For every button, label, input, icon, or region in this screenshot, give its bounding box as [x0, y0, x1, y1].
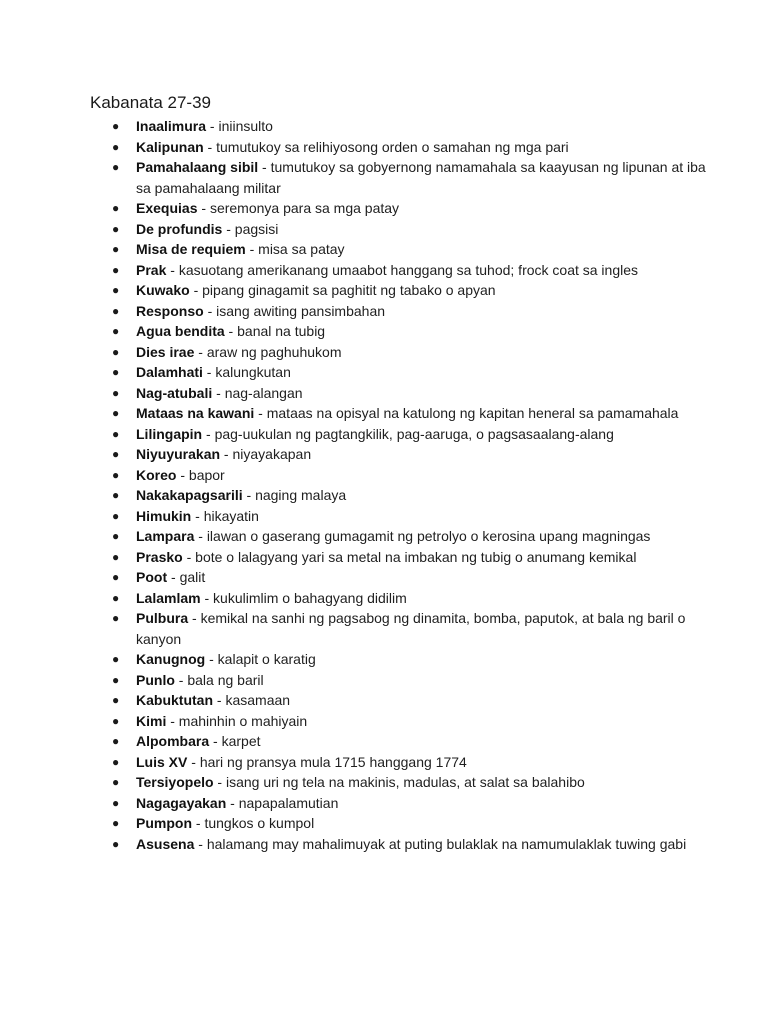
- list-item: [0, 444, 768, 465]
- list-item: [0, 465, 768, 486]
- term-separator: -: [194, 528, 207, 544]
- bullet-icon: ●: [112, 221, 120, 236]
- glossary-term: Dalamhati: [136, 364, 203, 380]
- term-separator: -: [176, 466, 189, 483]
- glossary-definition: kasuotang amerikanang umaabot hanggang sa tuhod; frock coat sa ingles: [178, 261, 639, 278]
- glossary-definition: kemikal na sanhi ng pagsabog ng dinamita, bomba, paputok, at bala ng baril o kanyon: [136, 610, 686, 647]
- term-separator: -: [222, 220, 235, 237]
- bullet-icon: ●: [112, 713, 120, 728]
- term-separator: -: [174, 671, 188, 688]
- glossary-term: Kimi: [136, 712, 167, 729]
- term-separator: -: [191, 507, 204, 524]
- glossary-definition: tumutukoy sa gobyernong namamahala sa kaayusan ng lipunan at iba sa pamahalaang militar: [136, 159, 706, 196]
- term-separator: -: [203, 138, 217, 155]
- term-separator: -: [224, 323, 238, 339]
- term-separator: -: [212, 384, 225, 401]
- glossary-definition: niyayakapan: [232, 446, 312, 462]
- bullet-icon: ●: [112, 119, 120, 133]
- glossary-term: Nakakapagsarili: [136, 487, 243, 503]
- list-item: [0, 485, 768, 506]
- glossary-term: Pumpon: [136, 815, 192, 831]
- list-item: [0, 731, 768, 752]
- bullet-icon: ●: [112, 344, 120, 359]
- glossary-definition: naging malaya: [255, 487, 347, 503]
- list-item: [0, 321, 768, 342]
- glossary-term: Nagagayakan: [136, 794, 227, 811]
- list-item: [0, 342, 768, 363]
- term-separator: -: [188, 610, 201, 626]
- term-separator: -: [209, 733, 222, 749]
- list-item: [0, 813, 768, 834]
- page-title: Kabanata 27-39: [90, 93, 211, 112]
- bullet-icon: ●: [112, 549, 120, 564]
- glossary-term: Koreo: [136, 466, 177, 483]
- glossary-definition: isang uri ng tela na makinis, madulas, at salat sa balahibo: [226, 774, 585, 790]
- glossary-definition: karpet: [221, 733, 261, 749]
- glossary-definition: bala ng baril: [187, 671, 264, 688]
- glossary-definition: kukulimlim o bahagyang didilim: [213, 589, 407, 606]
- glossary-term: Asusena: [136, 835, 195, 852]
- glossary-definition: pagsisi: [234, 220, 279, 237]
- bullet-icon: ●: [112, 262, 120, 277]
- glossary-definition: hari ng pransya mula 1715 hanggang 1774: [199, 753, 467, 770]
- list-item: [0, 711, 768, 732]
- list-item: [0, 362, 768, 383]
- bullet-icon: ●: [112, 139, 120, 154]
- term-separator: -: [194, 343, 207, 360]
- list-item: [0, 547, 768, 568]
- list-item: [0, 526, 768, 547]
- list-item: [0, 588, 768, 609]
- bullet-icon: ●: [112, 201, 120, 215]
- glossary-definition: mataas na opisyal na katulong ng kapitan heneral sa pamamahala: [266, 405, 679, 421]
- term-separator: -: [200, 589, 214, 606]
- glossary-definition: napapalamutian: [238, 794, 339, 811]
- bullet-icon: ●: [112, 836, 120, 851]
- glossary-definition: tungkos o kumpol: [204, 815, 315, 831]
- list-item: [0, 403, 768, 424]
- glossary-term: Mataas na kawani: [136, 405, 255, 421]
- term-separator: -: [202, 425, 215, 442]
- term-separator: -: [202, 364, 216, 380]
- glossary-definition: banal na tubig: [237, 323, 326, 339]
- bullet-icon: ●: [112, 385, 120, 400]
- glossary-term: Agua bendita: [136, 323, 225, 339]
- glossary-definition: seremonya para sa mga patay: [209, 200, 400, 216]
- bullet-icon: ●: [112, 283, 120, 297]
- glossary-list: [0, 116, 768, 854]
- list-item: [0, 260, 768, 281]
- bullet-icon: ●: [112, 406, 120, 420]
- bullet-icon: ●: [112, 590, 120, 605]
- list-item: [0, 116, 768, 137]
- glossary-definition: kasamaan: [225, 692, 291, 708]
- glossary-definition: iniinsulto: [218, 118, 273, 134]
- term-separator: -: [166, 261, 179, 278]
- bullet-icon: ●: [112, 447, 120, 461]
- term-separator: -: [187, 753, 200, 770]
- bullet-icon: ●: [112, 324, 120, 338]
- bullet-icon: ●: [112, 160, 120, 174]
- glossary-definition: pag-uukulan ng pagtangkilik, pag-aaruga, o pagsasaalang-alang: [214, 425, 614, 442]
- list-item: [0, 157, 768, 198]
- glossary-term: Nag-atubali: [136, 384, 213, 401]
- term-separator: -: [182, 548, 196, 565]
- glossary-definition: hikayatin: [203, 507, 259, 524]
- list-item: [0, 383, 768, 404]
- list-item: [0, 834, 768, 855]
- list-item: [0, 280, 768, 301]
- glossary-definition: halamang may mahalimuyak at puting bulaklak na namumulaklak tuwing gabi: [206, 835, 687, 852]
- term-separator: -: [258, 159, 271, 175]
- bullet-icon: ●: [112, 426, 120, 441]
- term-separator: -: [194, 835, 207, 852]
- bullet-icon: ●: [112, 754, 120, 769]
- glossary-term: Kalipunan: [136, 138, 204, 155]
- bullet-icon: ●: [112, 775, 120, 789]
- list-item: [0, 301, 768, 322]
- list-item: [0, 239, 768, 260]
- list-item: [0, 608, 768, 649]
- glossary-term: Misa de requiem: [136, 241, 246, 257]
- term-separator: -: [220, 446, 233, 462]
- list-item: [0, 219, 768, 240]
- bullet-icon: ●: [112, 303, 120, 318]
- bullet-icon: ●: [112, 488, 120, 502]
- term-separator: -: [213, 774, 226, 790]
- list-item: [0, 198, 768, 219]
- glossary-term: Punlo: [136, 671, 175, 688]
- bullet-icon: ●: [112, 467, 120, 482]
- bullet-icon: ●: [112, 242, 120, 256]
- glossary-term: Lalamlam: [136, 589, 201, 606]
- list-item: [0, 690, 768, 711]
- term-separator: -: [242, 487, 256, 503]
- glossary-definition: kalapit o karatig: [217, 651, 316, 667]
- term-separator: -: [213, 692, 226, 708]
- glossary-term: Poot: [136, 569, 168, 585]
- glossary-term: Kabuktutan: [136, 692, 213, 708]
- glossary-term: Responso: [136, 302, 204, 319]
- glossary-definition: nag-alangan: [224, 384, 303, 401]
- list-item: [0, 506, 768, 527]
- glossary-term: Prasko: [136, 548, 183, 565]
- glossary-definition: ilawan o gaserang gumagamit ng petrolyo o kerosina upang magningas: [206, 528, 651, 544]
- glossary-term: Dies irae: [136, 343, 195, 360]
- glossary-definition: isang awiting pansimbahan: [216, 302, 386, 319]
- term-separator: -: [192, 815, 205, 831]
- glossary-term: Inaalimura: [136, 118, 207, 134]
- glossary-definition: galit: [179, 569, 206, 585]
- list-item: [0, 424, 768, 445]
- list-item: [0, 137, 768, 158]
- glossary-term: Luis XV: [136, 753, 188, 770]
- term-separator: -: [254, 405, 267, 421]
- bullet-icon: ●: [112, 529, 120, 543]
- glossary-definition: mahinhin o mahiyain: [178, 712, 308, 729]
- bullet-icon: ●: [112, 508, 120, 523]
- term-separator: -: [167, 569, 180, 585]
- term-separator: -: [203, 302, 217, 319]
- glossary-term: Prak: [136, 261, 167, 278]
- term-separator: -: [197, 200, 210, 216]
- glossary-definition: bote o lalagyang yari sa metal na imbakan ng tubig o anumang kemikal: [195, 548, 637, 565]
- glossary-term: Exequias: [136, 200, 198, 216]
- term-separator: -: [226, 794, 239, 811]
- term-separator: -: [189, 282, 203, 298]
- glossary-definition: pipang ginagamit sa paghitit ng tabako o apyan: [202, 282, 496, 298]
- glossary-definition: misa sa patay: [258, 241, 345, 257]
- glossary-term: Lilingapin: [136, 425, 203, 442]
- glossary-term: Pulbura: [136, 610, 189, 626]
- glossary-term: Kanugnog: [136, 651, 206, 667]
- bullet-icon: ●: [112, 611, 120, 625]
- bullet-icon: ●: [112, 570, 120, 584]
- term-separator: -: [205, 651, 218, 667]
- glossary-term: De profundis: [136, 220, 223, 237]
- list-item: [0, 772, 768, 793]
- glossary-term: Kuwako: [136, 282, 190, 298]
- list-item: [0, 670, 768, 691]
- glossary-definition: kalungkutan: [215, 364, 291, 380]
- bullet-icon: ●: [112, 652, 120, 666]
- bullet-icon: ●: [112, 795, 120, 810]
- glossary-definition: bapor: [188, 466, 225, 483]
- list-item: [0, 649, 768, 670]
- glossary-term: Tersiyopelo: [136, 774, 214, 790]
- bullet-icon: ●: [112, 693, 120, 707]
- glossary-term: Niyuyurakan: [136, 446, 221, 462]
- bullet-icon: ●: [112, 672, 120, 687]
- glossary-definition: araw ng paghuhukom: [206, 343, 342, 360]
- bullet-icon: ●: [112, 365, 120, 379]
- list-item: [0, 567, 768, 588]
- glossary-term: Pamahalaang sibil: [136, 159, 259, 175]
- term-separator: -: [206, 118, 219, 134]
- glossary-term: Himukin: [136, 507, 192, 524]
- glossary-term: Lampara: [136, 528, 195, 544]
- list-item: [0, 752, 768, 773]
- term-separator: -: [166, 712, 179, 729]
- term-separator: -: [245, 241, 259, 257]
- list-item: [0, 793, 768, 814]
- bullet-icon: ●: [112, 734, 120, 748]
- glossary-definition: tumutukoy sa relihiyosong orden o samahan ng mga pari: [216, 138, 569, 155]
- bullet-icon: ●: [112, 816, 120, 830]
- glossary-term: Alpombara: [136, 733, 210, 749]
